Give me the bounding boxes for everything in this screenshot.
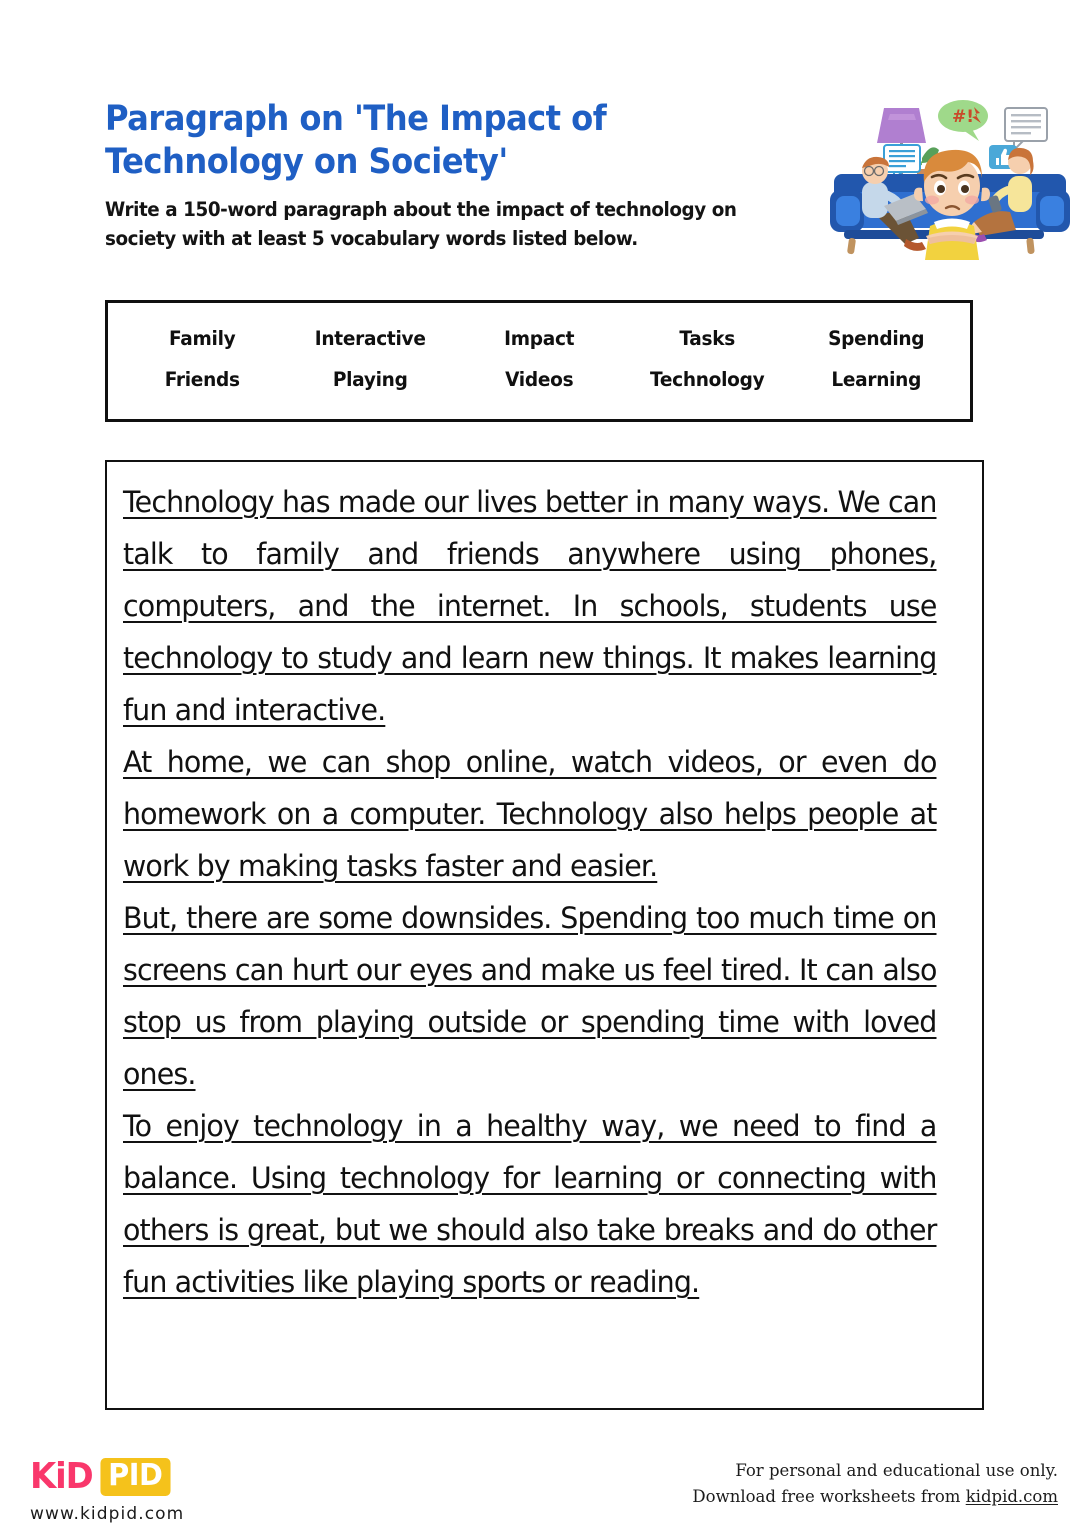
answer-paragraph: At home, we can shop online, watch videos, or even do homework on a computer. Technology also helps people at work by making tasks faster and easier. xyxy=(123,745,937,883)
vocabulary-word: Family xyxy=(168,327,236,350)
footer-usage-note xyxy=(692,1458,1058,1509)
answer-paragraph: Technology has made our lives better in many ways. We can talk to family and friends anywhere using phones, computers, and the internet. In schools, students use technology to study and learn new things. It makes learning fun and interactive. xyxy=(123,485,937,727)
angry-symbols: #! xyxy=(952,107,974,127)
vocabulary-word-bank xyxy=(105,300,973,422)
speech-bubble-right xyxy=(1005,108,1047,150)
page-title: Paragraph on 'The Impact of Technology on Society' xyxy=(105,99,607,183)
logo-website-url: www.kidpid.com xyxy=(30,1504,185,1524)
logo-badge-pid: PID xyxy=(100,1458,170,1496)
footer-kidpid-link[interactable]: kidpid.com xyxy=(965,1486,1058,1506)
footer-note-prefix: Download free worksheets from xyxy=(692,1486,966,1506)
vocabulary-word: Playing xyxy=(333,368,408,391)
vocabulary-word: Friends xyxy=(164,368,240,391)
footer-note-line2 xyxy=(692,1484,1058,1510)
answer-text-area[interactable] xyxy=(105,460,984,1410)
answer-paragraph: To enjoy technology in a healthy way, we need to find a balance. Using technology for learning or connecting with others is great, but we should also take breaks and do other fun activities like playing sports or reading. xyxy=(123,1109,937,1299)
vocabulary-word: Videos xyxy=(504,368,574,391)
speech-bubble-angry xyxy=(938,100,988,141)
vocabulary-row xyxy=(118,327,960,350)
vocabulary-row xyxy=(118,368,960,391)
answer-paragraph: But, there are some downsides. Spending too much time on screens can hurt our eyes and make us feel tired. It can also stop us from playing outside or spending time with loved ones. xyxy=(123,901,937,1091)
vocabulary-word: Spending xyxy=(827,327,924,350)
logo-text-kid: KiD xyxy=(30,1456,93,1497)
instructions-text: Write a 150-word paragraph about the impact of technology on society with at least 5 vocabulary words listed below. xyxy=(105,197,737,251)
footer-note-line1: For personal and educational use only. xyxy=(735,1461,1058,1480)
family-technology-illustration xyxy=(822,96,1080,261)
vocabulary-word: Interactive xyxy=(315,327,427,350)
page-footer xyxy=(0,1448,1086,1536)
vocabulary-word: Tasks xyxy=(679,327,736,350)
vocabulary-word: Technology xyxy=(650,368,765,391)
vocabulary-word: Learning xyxy=(830,368,921,391)
kidpid-logo[interactable] xyxy=(30,1456,260,1524)
logo-mark xyxy=(30,1456,260,1498)
vocabulary-word: Impact xyxy=(503,327,575,350)
